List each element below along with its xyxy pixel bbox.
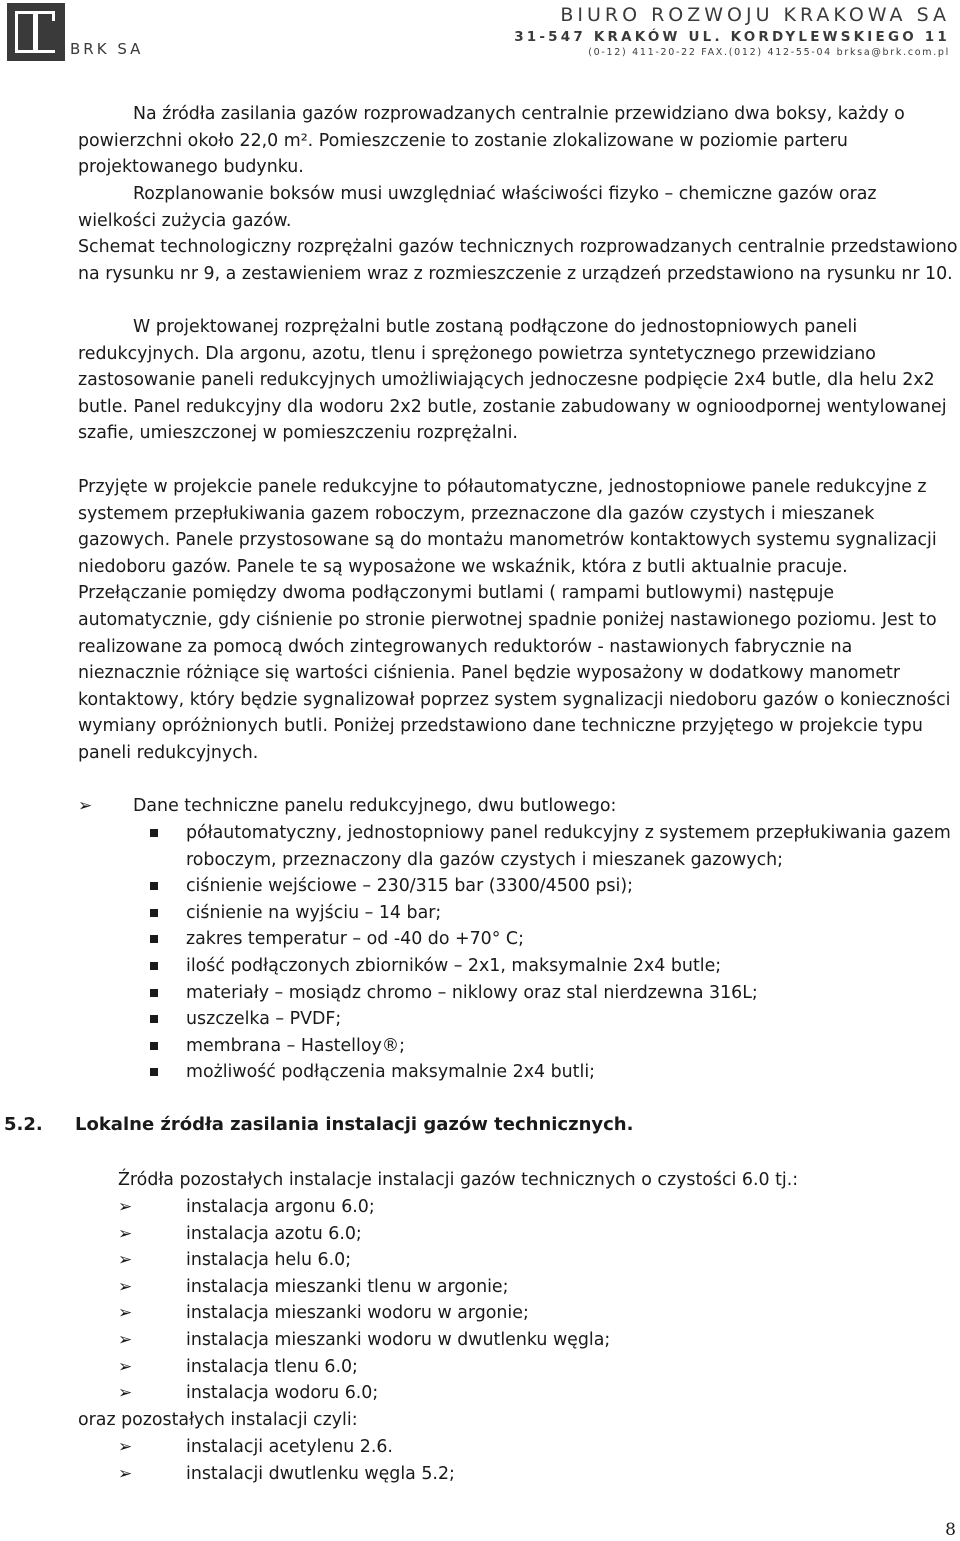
list-item: ciśnienie wejściowe – 230/315 bar (3300/4500 psi); xyxy=(150,873,960,900)
list-item: ➢ instalacja argonu 6.0; xyxy=(118,1194,958,1221)
paragraph-cylinders: W projektowanej rozprężalni butle zostaną podłączone do jednostopniowych paneli redukcyjnych. Dla argonu, azotu, tlenu i sprężonego powietrza syntetycznego przewidziano zastosowanie paneli redukcyjnych umożliwiających jednoczesne podpięcie 2x4 butle, dla helu 2x2 butle. Panel redukcyjny dla wodoru 2x2 butle, zostanie zabudowany w ognioodpornej wentylowanej szafie, umieszczonej w pomieszczeniu rozprężalni. xyxy=(78,317,947,444)
list-item: półautomatyczny, jednostopniowy panel redukcyjny z systemem przepłukiwania gazem roboczym, przeznaczony dla gazów czystych i mieszanek gazowych; xyxy=(150,820,960,873)
list-item: ➢ instalacja tlenu 6.0; xyxy=(118,1354,958,1381)
square-bullet-icon xyxy=(150,1015,158,1023)
company-contact: (0-12) 411-20-22 FAX.(012) 412-55-04 brksa@brk.com.pl xyxy=(588,47,950,58)
arrow-bullet-icon: ➢ xyxy=(118,1383,133,1404)
arrow-bullet-icon: ➢ xyxy=(118,1303,133,1324)
arrow-bullet-icon: ➢ xyxy=(78,796,93,816)
list-item: możliwość podłączenia maksymalnie 2x4 butli; xyxy=(150,1059,960,1086)
list-item: ➢ instalacja helu 6.0; xyxy=(118,1247,958,1274)
square-bullet-icon xyxy=(150,909,158,917)
list-item: ➢ instalacja mieszanki tlenu w argonie; xyxy=(118,1274,958,1301)
square-bullet-icon xyxy=(150,1042,158,1050)
page-number: 8 xyxy=(945,1520,956,1540)
list-item: ➢ instalacji acetylenu 2.6. xyxy=(118,1434,958,1461)
list-item: materiały – mosiądz chromo – niklowy oraz stal nierdzewna 316L; xyxy=(150,980,960,1007)
installations-list xyxy=(118,1194,958,1407)
arrow-bullet-icon: ➢ xyxy=(118,1276,133,1297)
arrow-bullet-icon: ➢ xyxy=(118,1250,133,1271)
list-item: ilość podłączonych zbiorników – 2x1, maksymalnie 2x4 butle; xyxy=(150,953,960,980)
square-bullet-icon xyxy=(150,935,158,943)
paragraph-schema: Schemat technologiczny rozprężalni gazów technicznych rozprowadzanych centralnie przedstawiono na rysunku nr 9, a zestawieniem wraz z rozmieszczenie z urządzeń przedstawiono na rysunku nr 10. xyxy=(78,237,958,284)
arrow-bullet-icon: ➢ xyxy=(118,1197,133,1217)
list-item: ➢ instalacja mieszanki wodoru w dwutlenku węgla; xyxy=(118,1327,958,1354)
square-bullet-icon xyxy=(150,962,158,970)
square-bullet-icon xyxy=(150,1068,158,1076)
list-item: ➢ instalacja wodoru 6.0; xyxy=(118,1380,958,1407)
list-item: ➢ instalacji dwutlenku węgla 5.2; xyxy=(118,1461,958,1488)
section-number: 5.2. xyxy=(4,1114,43,1135)
other-installations-list xyxy=(118,1434,958,1487)
company-name: BIURO ROZWOJU KRAKOWA SA xyxy=(560,4,950,26)
square-bullet-icon xyxy=(150,829,158,837)
paragraph-boxes: Na źródła zasilania gazów rozprowadzanych centralnie przewidziano dwa boksy, każdy o powierzchni około 22,0 m². Pomieszczenie to zostanie zlokalizowane w poziomie parteru projektowanego budynku. xyxy=(78,104,905,178)
list-item: ciśnienie na wyjściu – 14 bar; xyxy=(150,900,960,927)
other-installations-intro: oraz pozostałych instalacji czyli: xyxy=(78,1410,358,1430)
company-logo xyxy=(7,3,65,61)
list-item: uszczelka – PVDF; xyxy=(150,1006,960,1033)
list-item: zakres temperatur – od -40 do +70° C; xyxy=(150,926,960,953)
section-title: Lokalne źródła zasilania instalacji gazów technicznych. xyxy=(75,1114,634,1135)
sources-intro: Źródła pozostałych instalacje instalacji gazów technicznych o czystości 6.0 tj.: xyxy=(118,1170,799,1190)
logo-text: BRK SA xyxy=(70,40,144,58)
list-item: ➢ instalacja mieszanki wodoru w argonie; xyxy=(118,1300,958,1327)
square-bullet-icon xyxy=(150,882,158,890)
list-item: ➢ instalacja azotu 6.0; xyxy=(118,1221,958,1248)
company-address: 31-547 KRAKÓW UL. KORDYLEWSKIEGO 11 xyxy=(514,29,950,45)
paragraph-layout: Rozplanowanie boksów musi uwzględniać właściwości fizyko – chemiczne gazów oraz wielkości zużycia gazów. xyxy=(78,184,877,231)
list-item: membrana – Hastelloy®; xyxy=(150,1033,960,1060)
arrow-bullet-icon: ➢ xyxy=(118,1329,133,1350)
arrow-bullet-icon: ➢ xyxy=(118,1223,133,1244)
arrow-bullet-icon: ➢ xyxy=(118,1437,133,1457)
arrow-bullet-icon: ➢ xyxy=(118,1356,133,1377)
arrow-bullet-icon: ➢ xyxy=(118,1463,133,1484)
square-bullet-icon xyxy=(150,989,158,997)
paragraph-panels: Przyjęte w projekcie panele redukcyjne to półautomatyczne, jednostopniowe panele redukcyjne z systemem przepłukiwania gazem roboczym, przeznaczone dla gazów czystych i mieszanek gazowych. Panele przystosowane są do montażu manometrów kontaktowych systemu sygnalizacji niedoboru gazów. Panele te są wyposażone we wskaźnik, która z butli aktualnie pracuje. Przełączanie pomiędzy dwoma podłączonymi butlami ( rampami butlowymi) następuje automatycznie, gdy ciśnienie po stronie pierwotnej spadnie poniżej nastawionego poziomu. Jest to realizowane za pomocą dwóch zintegrowanych reduktorów - nastawionych fabrycznie na nieznacznie różniące się wartości ciśnienia. Panel będzie wyposażony w dodatkowy manometr kontaktowy, który będzie sygnalizował poprzez system sygnalizacji niedoboru gazów o konieczności wymiany opróżnionych butli. Poniżej przedstawiono dane techniczne przyjętego w projekcie typu paneli redukcyjnych. xyxy=(78,477,951,763)
technical-data-list xyxy=(150,820,960,1086)
